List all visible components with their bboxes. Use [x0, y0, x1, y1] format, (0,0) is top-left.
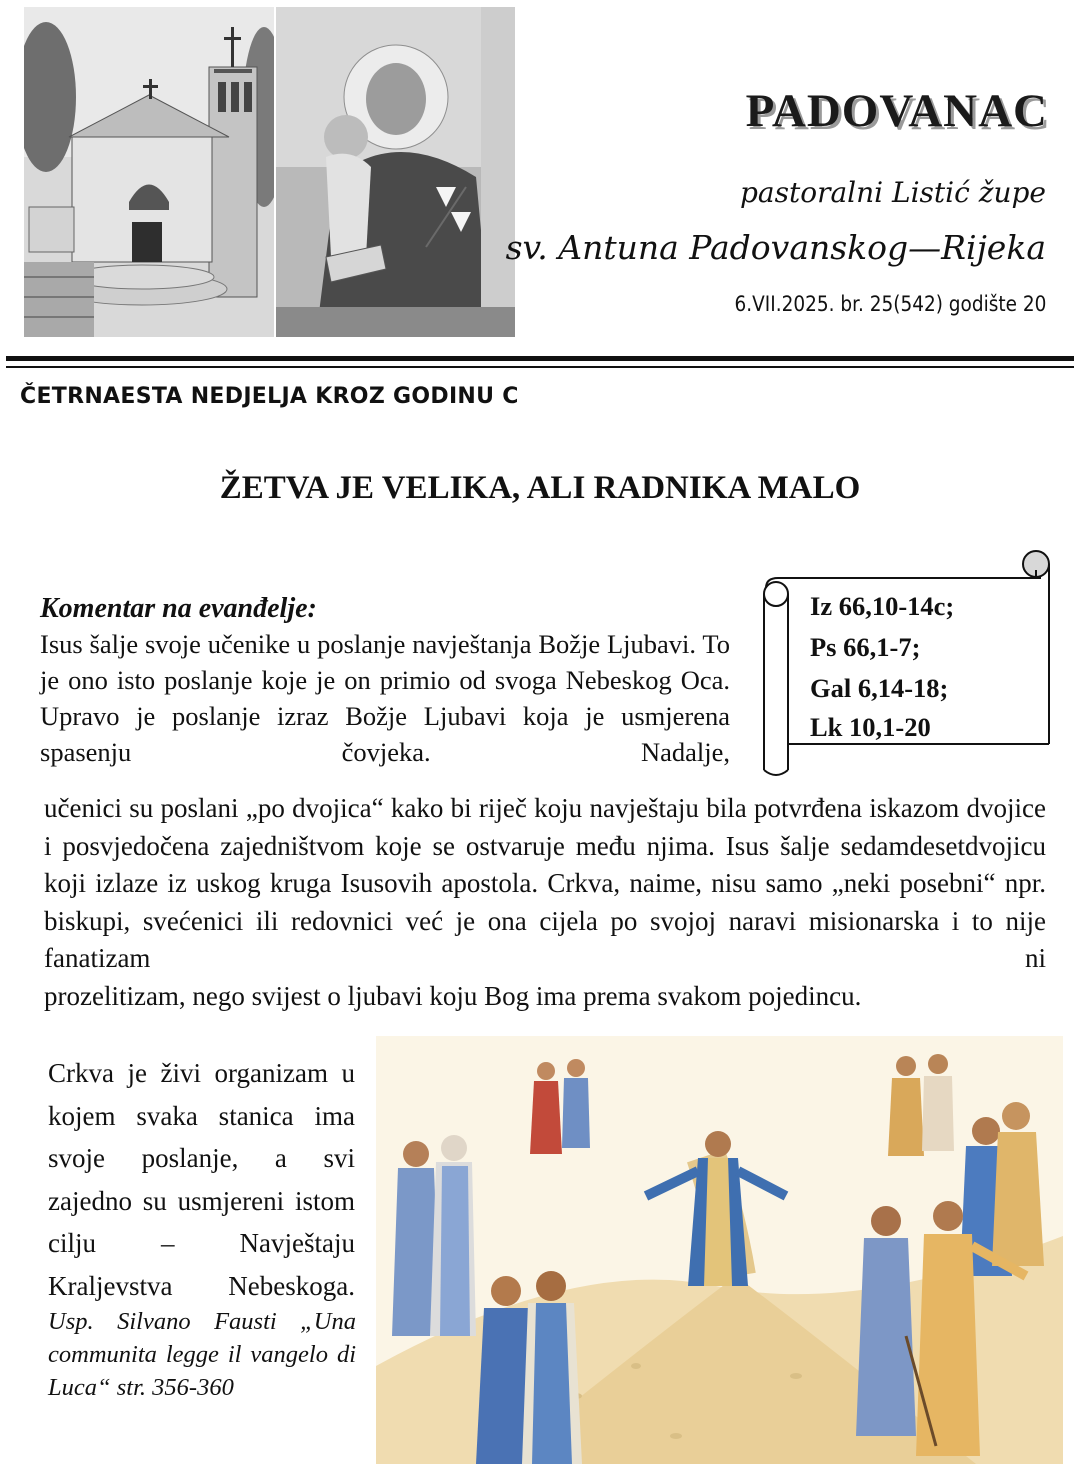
commentary-body-paragraph: učenici su poslani „po dvojica“ kako bi riječ koju navještaju bila potvrđena iskazom dvojice i posvjedočena zajedništvom koje se ostvaruje među njima. Isus šalje sedamdesetdvojicu koji izlaze iz uskog kruga Isusovih apostola. Crkva, naime, nisu samo „neki posebni“ npr. biskupi, svećenici ili redovnici već je ona cijela po svojoj naravi misionarska i to nije fanatizam ni	[44, 793, 1046, 973]
sunday-heading: ČETRNAESTA NEDJELJA KROZ GODINU C	[20, 384, 519, 409]
reading-1: Iz 66,10-14c;	[810, 591, 955, 621]
header-divider-thick	[6, 356, 1074, 361]
commentary-body-last-line: prozelitizam, nego svijest o ljubavi koju Bog ima prema svakom pojedincu.	[44, 980, 862, 1011]
article-title: ŽETVA JE VELIKA, ALI RADNIKA MALO	[219, 470, 861, 506]
header-divider-thin	[6, 366, 1074, 368]
newsletter-title: PADOVANAC	[745, 85, 1048, 137]
reading-3: Gal 6,14-18;	[810, 673, 949, 703]
commentary-heading: Komentar na evanđelje:	[40, 593, 317, 624]
reading-4: Lk 10,1-20	[810, 712, 931, 742]
commentary-body	[44, 790, 1046, 1015]
source-citation: Usp. Silvano Fausti „Una communita legge il vangelo di Luca“ str. 356-360	[48, 1308, 356, 1401]
newsletter-subtitle-line2: sv. Antuna Padovanskog—Rijeka	[505, 228, 1046, 267]
disciples-illustration	[376, 1036, 1063, 1464]
commentary-intro-paragraph: Isus šalje svoje učenike u poslanje navještanja Božje Ljubavi. To je ono isto poslanje koje je on primio od svoga Nebeskog Oca. Upravo je poslanje izraz Božje Ljubavi koja je usmjerena spasenju čovjeka. Nadalje,	[40, 629, 730, 767]
readings-scroll-frame	[756, 548, 1056, 778]
closing-paragraph: Crkva je živi organizam u kojem svaka stanica ima svoje poslanje, a svi zajedno su usmjereni istom cilju – Navještaju Kraljevstva Nebeskoga.	[48, 1058, 355, 1301]
newsletter-subtitle-line1: pastoralni Listić župe	[739, 176, 1046, 209]
saint-anthony-image	[276, 7, 515, 337]
reading-2: Ps 66,1-7;	[810, 632, 921, 662]
issue-info: 6.VII.2025. br. 25(542) godište 20	[734, 292, 1046, 316]
church-photo	[24, 7, 274, 337]
